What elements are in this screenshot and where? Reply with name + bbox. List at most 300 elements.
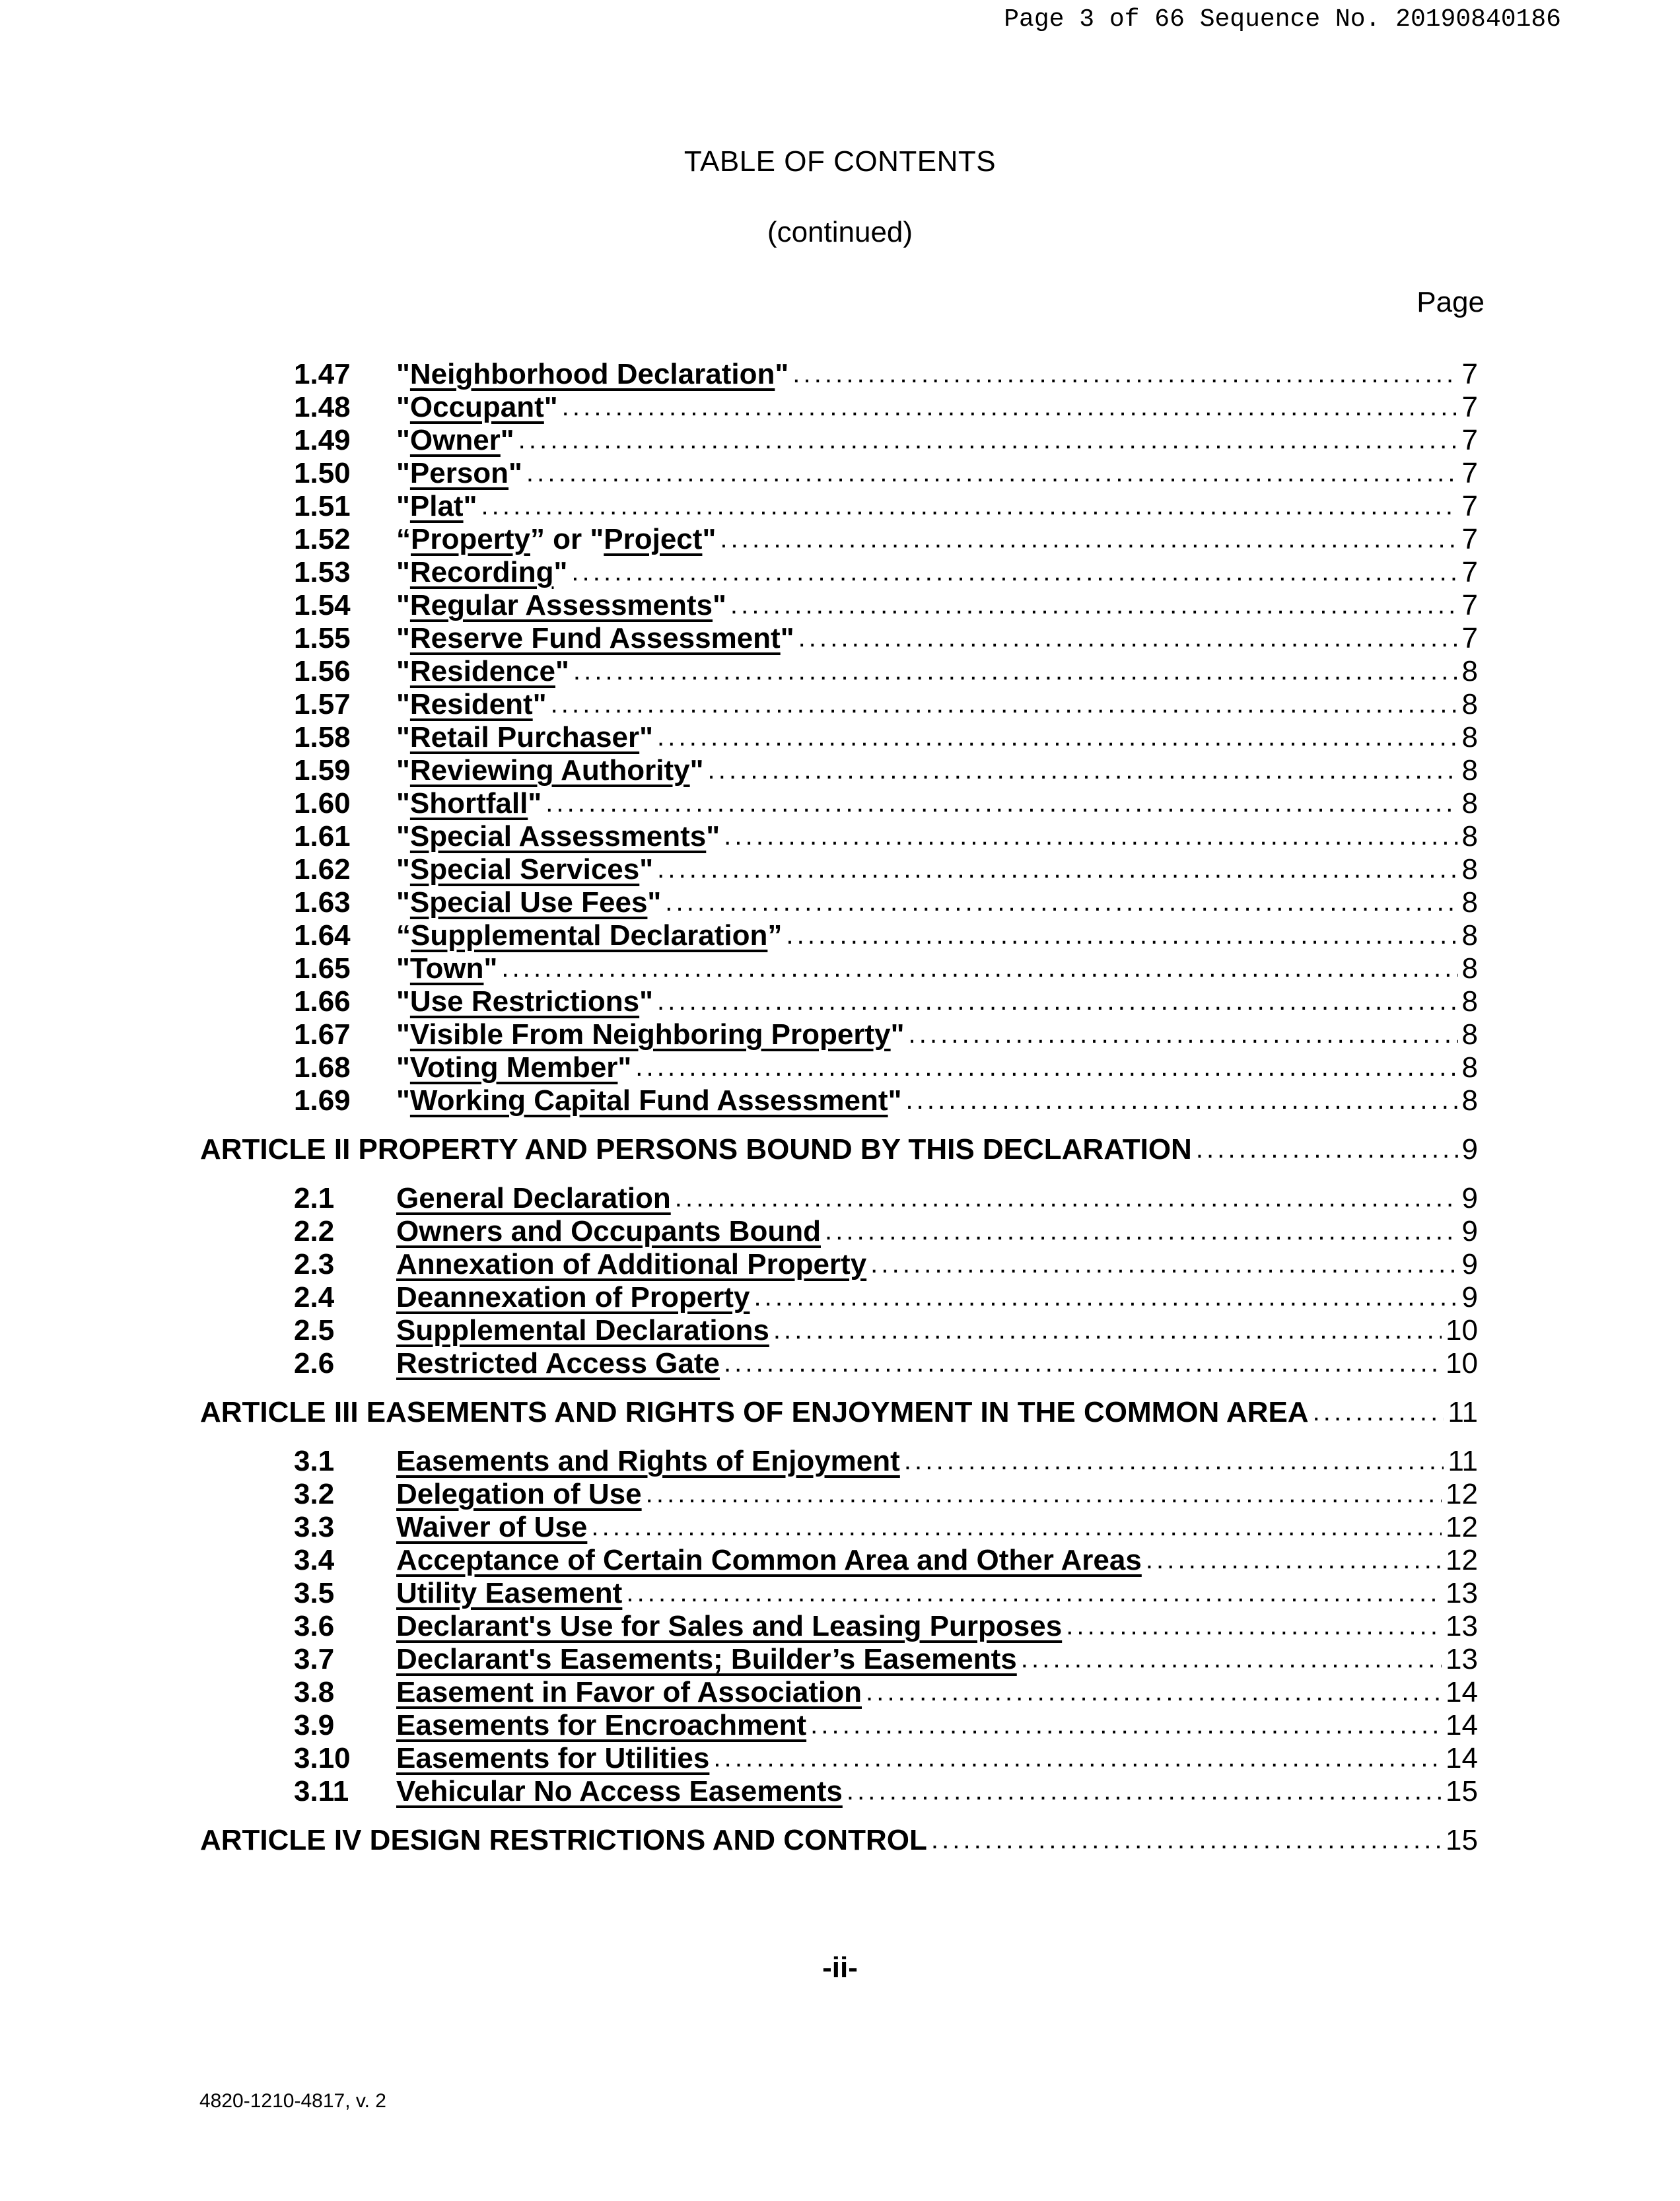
title-prefix: " [396, 391, 410, 423]
section-number: 3.3 [294, 1511, 335, 1543]
page-number: 15 [1446, 1775, 1478, 1807]
page-number: 14 [1446, 1742, 1478, 1774]
dot-leader [551, 685, 1458, 722]
toc-section-entry [294, 1017, 1478, 1053]
title-prefix: “ [396, 919, 411, 952]
title-suffix: " [463, 490, 477, 522]
toc-section-entry [294, 1543, 1478, 1578]
section-title [396, 687, 547, 722]
title-suffix: " [528, 787, 542, 820]
section-title [396, 852, 653, 888]
page-sequence-header: Page 3 of 66 Sequence No. 20190840186 [1004, 5, 1561, 34]
dot-leader [905, 1082, 1457, 1118]
title-text: Neighborhood Declaration [409, 358, 775, 390]
title-suffix: " [647, 886, 662, 919]
page-number: 8 [1461, 688, 1478, 720]
page-number: 15 [1446, 1824, 1478, 1856]
title-text: Supplemental Declaration [411, 919, 768, 952]
page-number: 8 [1461, 787, 1478, 820]
dot-leader [909, 1016, 1458, 1052]
page-number: 8 [1461, 985, 1478, 1018]
title-prefix: " [396, 358, 410, 390]
section-title [396, 918, 782, 954]
dot-leader [866, 1673, 1442, 1710]
title-text: ARTICLE IV DESIGN RESTRICTIONS AND CONTROL [200, 1824, 927, 1856]
title-prefix: " [396, 820, 410, 853]
title-suffix: " [639, 985, 653, 1018]
title-suffix: " [500, 424, 514, 456]
section-title [396, 753, 704, 788]
dot-leader [635, 1049, 1457, 1085]
section-title [396, 1083, 901, 1119]
title-prefix: " [396, 457, 410, 489]
title-text: Supplemental Declarations [396, 1314, 769, 1346]
toc-section-entry [294, 654, 1478, 689]
page-number: 8 [1461, 754, 1478, 786]
page-number: 14 [1446, 1676, 1478, 1708]
toc-article-entry [200, 1395, 1478, 1430]
page-number: 8 [1461, 1018, 1478, 1051]
toc-section-entry [294, 1576, 1478, 1611]
section-title [396, 423, 514, 458]
title-text: Regular Assessments [409, 589, 713, 621]
dot-leader [501, 950, 1457, 986]
page-number: 12 [1446, 1544, 1478, 1576]
dot-leader [1146, 1541, 1442, 1578]
toc-section-entry [294, 357, 1478, 392]
section-number: 3.1 [294, 1445, 335, 1477]
toc-section-entry [294, 1214, 1478, 1249]
section-title [396, 1181, 671, 1216]
toc-section-entry [294, 753, 1478, 788]
title-text: Easements for Utilities [396, 1742, 710, 1774]
title-suffix: " [639, 853, 654, 886]
dot-leader [646, 1475, 1442, 1512]
toc-section-entry [294, 1609, 1478, 1644]
dot-leader [720, 520, 1457, 557]
title-prefix: " [396, 721, 410, 753]
section-title [396, 357, 788, 392]
title-suffix: " [617, 1051, 632, 1084]
title-text: Owner [409, 424, 501, 456]
title-suffix: " [890, 1018, 905, 1051]
title-suffix: ” or " [530, 523, 604, 555]
dot-leader [708, 751, 1458, 788]
section-number: 3.10 [294, 1742, 351, 1774]
title-text: Vehicular No Access Easements [396, 1775, 843, 1807]
title-suffix: ” [767, 919, 783, 952]
section-number: 1.55 [294, 622, 351, 654]
dot-leader [724, 818, 1457, 854]
toc-section-entry [294, 720, 1478, 755]
toc-section-entry [294, 951, 1478, 987]
title-text: Property [411, 523, 530, 555]
section-number: 1.63 [294, 886, 351, 919]
title-suffix: " [689, 754, 704, 786]
title-text: Plat [409, 490, 464, 522]
title-text: Declarant's Use for Sales and Leasing Purposes [396, 1610, 1063, 1642]
dot-leader [562, 388, 1458, 425]
toc-section-entry [294, 588, 1478, 623]
toc-article-entry [200, 1132, 1478, 1168]
title-text: Use Restrictions [409, 985, 640, 1018]
toc-section-entry [294, 1444, 1478, 1479]
page-number: 11 [1448, 1445, 1478, 1477]
section-number: 1.59 [294, 754, 351, 786]
dot-leader [626, 1574, 1442, 1611]
title-suffix: " [713, 589, 726, 621]
dot-leader [724, 1345, 1442, 1381]
toc-section-entry [294, 390, 1478, 425]
dot-leader [730, 586, 1458, 623]
toc-section-entry [294, 1741, 1478, 1776]
page-number: 7 [1461, 391, 1478, 423]
toc-section-entry [294, 1642, 1478, 1677]
section-title [396, 555, 567, 590]
section-title [396, 621, 794, 656]
title-text: Owners and Occupants Bound [396, 1215, 821, 1247]
toc-section-entry [294, 1247, 1478, 1282]
title-prefix: " [396, 556, 410, 588]
page-number: 8 [1461, 655, 1478, 687]
toc-section-entry [294, 852, 1478, 888]
article-title [200, 1823, 927, 1858]
section-number: 3.8 [294, 1676, 335, 1708]
section-title [396, 489, 477, 524]
page-number: 9 [1461, 1215, 1478, 1247]
toc-section-entry [294, 1083, 1478, 1119]
title-suffix: " [543, 391, 558, 423]
footer-page-number: -ii- [822, 1951, 858, 1984]
title-prefix: " [396, 1051, 410, 1084]
section-number: 1.48 [294, 391, 351, 423]
section-title [396, 588, 726, 623]
toc-section-entry [294, 489, 1478, 524]
title-prefix: " [396, 754, 410, 786]
title-text: Utility Easement [396, 1577, 623, 1609]
title-text: ARTICLE II PROPERTY AND PERSONS BOUND BY THIS DECLARATION [200, 1133, 1192, 1166]
toc-section-entry [294, 1050, 1478, 1086]
section-title [396, 819, 720, 855]
dot-leader [798, 619, 1458, 656]
title-text: Recording [409, 556, 554, 588]
section-number: 3.11 [294, 1775, 349, 1807]
article-title [200, 1395, 1309, 1430]
dot-leader [753, 1278, 1457, 1315]
section-title [396, 1510, 587, 1545]
title-text: Residence [409, 655, 555, 687]
title-text: Resident [409, 688, 533, 720]
section-number: 1.51 [294, 490, 351, 522]
dot-leader [573, 652, 1458, 689]
section-title [396, 1247, 866, 1282]
page-number: 9 [1461, 1133, 1478, 1166]
toc-section-entry [294, 1313, 1478, 1348]
section-number: 2.3 [294, 1248, 335, 1280]
section-number: 1.52 [294, 523, 351, 555]
dot-leader [825, 1212, 1458, 1249]
dot-leader [591, 1508, 1442, 1545]
section-number: 2.2 [294, 1215, 335, 1247]
title-text: Deannexation of Property [396, 1281, 750, 1313]
page-number: 12 [1446, 1511, 1478, 1543]
section-number: 2.5 [294, 1314, 335, 1346]
title-prefix: " [396, 1084, 410, 1117]
dot-leader [786, 917, 1457, 953]
dot-leader [518, 421, 1458, 458]
title-text: Delegation of Use [396, 1478, 642, 1510]
section-number: 1.69 [294, 1084, 351, 1117]
section-title [396, 1543, 1142, 1578]
section-number: 1.58 [294, 721, 351, 753]
title-text: Shortfall [409, 787, 528, 820]
toc-section-entry [294, 1181, 1478, 1216]
page-number: 8 [1461, 919, 1478, 952]
dot-leader [1021, 1640, 1442, 1677]
page-number: 8 [1461, 1084, 1478, 1117]
title-text: Working Capital Fund Assessment [409, 1084, 888, 1117]
title-text: Annexation of Additional Property [396, 1248, 867, 1280]
dot-leader [675, 1179, 1458, 1216]
dot-leader [545, 785, 1457, 821]
toc-section-entry [294, 819, 1478, 855]
toc-section-entry [294, 1774, 1478, 1809]
toc-section-entry [294, 1708, 1478, 1743]
section-title [396, 951, 497, 987]
title-suffix-secondary: " [702, 523, 717, 555]
title-text: Voting Member [409, 1051, 618, 1084]
title-text: Acceptance of Certain Common Area and Other Areas [396, 1544, 1142, 1576]
title-text-secondary: Project [604, 523, 703, 555]
page-number: 7 [1461, 556, 1478, 588]
page-number: 13 [1446, 1610, 1478, 1642]
section-number: 1.67 [294, 1018, 351, 1051]
title-suffix: " [483, 952, 498, 985]
title-suffix: " [508, 457, 522, 489]
title-suffix: " [532, 688, 547, 720]
title-prefix: " [396, 787, 410, 820]
page-number: 8 [1461, 952, 1478, 985]
page-number: 8 [1461, 886, 1478, 919]
dot-leader [870, 1245, 1457, 1282]
dot-leader [810, 1706, 1442, 1743]
page-number: 10 [1446, 1314, 1478, 1346]
title-prefix: " [396, 688, 410, 720]
title-suffix: " [555, 655, 569, 687]
section-number: 2.4 [294, 1281, 335, 1313]
section-title [396, 390, 558, 425]
toc-section-entry [294, 786, 1478, 821]
page-number: 7 [1461, 589, 1478, 621]
section-title [396, 1576, 622, 1611]
page-number: 7 [1461, 358, 1478, 390]
section-title [396, 1280, 750, 1315]
section-title [396, 984, 653, 1020]
section-number: 1.53 [294, 556, 351, 588]
dot-leader [773, 1311, 1442, 1348]
toc-section-entry [294, 423, 1478, 458]
section-number: 3.7 [294, 1643, 335, 1675]
dot-leader [713, 1739, 1442, 1776]
title-suffix: " [780, 622, 794, 654]
title-text: Reserve Fund Assessment [409, 622, 781, 654]
section-title [396, 720, 653, 755]
page-number: 7 [1461, 523, 1478, 555]
page-number: 8 [1461, 853, 1478, 886]
title-prefix: " [396, 952, 410, 985]
section-title [396, 1741, 709, 1776]
section-number: 1.56 [294, 655, 351, 687]
section-number: 1.61 [294, 820, 351, 853]
title-prefix: " [396, 622, 410, 654]
title-text: Easements and Rights of Enjoyment [396, 1445, 900, 1477]
toc-section-entry [294, 984, 1478, 1020]
title-prefix: " [396, 589, 410, 621]
title-text: Declarant's Easements; Builder’s Easements [396, 1643, 1017, 1675]
title-text: Special Assessments [409, 820, 707, 853]
title-text: Visible From Neighboring Property [409, 1018, 891, 1051]
dot-leader [481, 487, 1457, 524]
page-number: 10 [1446, 1347, 1478, 1380]
section-title [396, 885, 661, 921]
toc-section-entry [294, 1510, 1478, 1545]
toc-section-entry [294, 687, 1478, 722]
section-title [396, 1313, 769, 1348]
toc-section-entry [294, 1675, 1478, 1710]
title-suffix: " [553, 556, 568, 588]
dot-leader [847, 1772, 1442, 1809]
section-number: 3.2 [294, 1478, 335, 1510]
title-suffix: " [888, 1084, 902, 1117]
title-text: Person [409, 457, 509, 489]
dot-leader [665, 884, 1457, 920]
page-number: 8 [1461, 820, 1478, 853]
section-number: 1.60 [294, 787, 351, 820]
section-title [396, 1346, 720, 1381]
title-suffix: " [775, 358, 789, 390]
section-number: 1.68 [294, 1051, 351, 1084]
title-prefix: " [396, 655, 410, 687]
section-title [396, 1609, 1062, 1644]
title-text: Reviewing Authority [409, 754, 690, 786]
toc-section-entry [294, 918, 1478, 954]
toc-section-entry [294, 885, 1478, 921]
toc-section-entry [294, 522, 1478, 557]
toc-section-entry [294, 555, 1478, 590]
section-number: 2.1 [294, 1182, 335, 1214]
title-text: Waiver of Use [396, 1511, 588, 1543]
section-title [396, 1017, 905, 1053]
dot-leader [571, 553, 1457, 590]
page-number: 9 [1461, 1281, 1478, 1313]
page-number: 12 [1446, 1478, 1478, 1510]
section-number: 1.57 [294, 688, 351, 720]
section-number: 1.50 [294, 457, 351, 489]
section-number: 3.9 [294, 1709, 335, 1741]
section-title [396, 1444, 900, 1479]
page-number: 7 [1461, 622, 1478, 654]
page-number: 8 [1461, 721, 1478, 753]
page-number: 14 [1446, 1709, 1478, 1741]
title-text: Special Services [409, 853, 640, 886]
dot-leader [657, 718, 1457, 755]
toc-section-entry [294, 456, 1478, 491]
page-number: 11 [1448, 1396, 1478, 1428]
title-prefix: “ [396, 523, 411, 555]
toc-subtitle: (continued) [767, 216, 913, 248]
section-title [396, 1477, 642, 1512]
section-number: 1.49 [294, 424, 351, 456]
document-id: 4820-1210-4817, v. 2 [199, 2090, 386, 2112]
dot-leader [1313, 1393, 1444, 1430]
page-number: 7 [1461, 457, 1478, 489]
page-number: 9 [1461, 1248, 1478, 1280]
title-prefix: " [396, 490, 410, 522]
section-title [396, 1774, 843, 1809]
section-title [396, 654, 569, 689]
dot-leader [657, 983, 1458, 1019]
page-number: 13 [1446, 1643, 1478, 1675]
page-number: 9 [1461, 1182, 1478, 1214]
title-text: Special Use Fees [409, 886, 648, 919]
title-prefix: " [396, 985, 410, 1018]
section-number: 3.5 [294, 1577, 335, 1609]
dot-leader [792, 355, 1457, 392]
dot-leader [904, 1442, 1444, 1479]
toc-section-entry [294, 1280, 1478, 1315]
page-number: 13 [1446, 1577, 1478, 1609]
article-title [200, 1132, 1192, 1168]
page-number: 7 [1461, 490, 1478, 522]
toc-section-entry [294, 621, 1478, 656]
section-title [396, 1050, 631, 1086]
title-prefix: " [396, 1018, 410, 1051]
title-text: Easements for Encroachment [396, 1709, 807, 1741]
title-text: General Declaration [396, 1182, 671, 1214]
section-title [396, 1675, 862, 1710]
section-number: 1.47 [294, 358, 351, 390]
title-text: Restricted Access Gate [396, 1347, 720, 1380]
page-column-label: Page [1417, 286, 1485, 318]
title-suffix: " [706, 820, 720, 853]
section-title [396, 1214, 821, 1249]
section-number: 2.6 [294, 1347, 335, 1380]
toc-section-entry [294, 1477, 1478, 1512]
section-number: 1.54 [294, 589, 351, 621]
section-title [396, 456, 522, 491]
title-text: Occupant [409, 391, 544, 423]
title-text: Retail Purchaser [409, 721, 640, 753]
title-prefix: " [396, 853, 410, 886]
title-suffix: " [639, 721, 654, 753]
section-title [396, 1708, 806, 1743]
dot-leader [526, 454, 1458, 491]
section-number: 3.4 [294, 1544, 335, 1576]
section-title [396, 522, 716, 557]
section-number: 1.64 [294, 919, 351, 952]
toc-article-entry [200, 1823, 1478, 1858]
section-number: 3.6 [294, 1610, 335, 1642]
title-text: Easement in Favor of Association [396, 1676, 862, 1708]
title-prefix: " [396, 424, 410, 456]
section-title [396, 1642, 1017, 1677]
page-number: 8 [1461, 1051, 1478, 1084]
title-prefix: " [396, 886, 410, 919]
page-number: 7 [1461, 424, 1478, 456]
title-text: Town [409, 952, 484, 985]
toc-section-entry [294, 1346, 1478, 1381]
toc-title: TABLE OF CONTENTS [683, 145, 997, 178]
